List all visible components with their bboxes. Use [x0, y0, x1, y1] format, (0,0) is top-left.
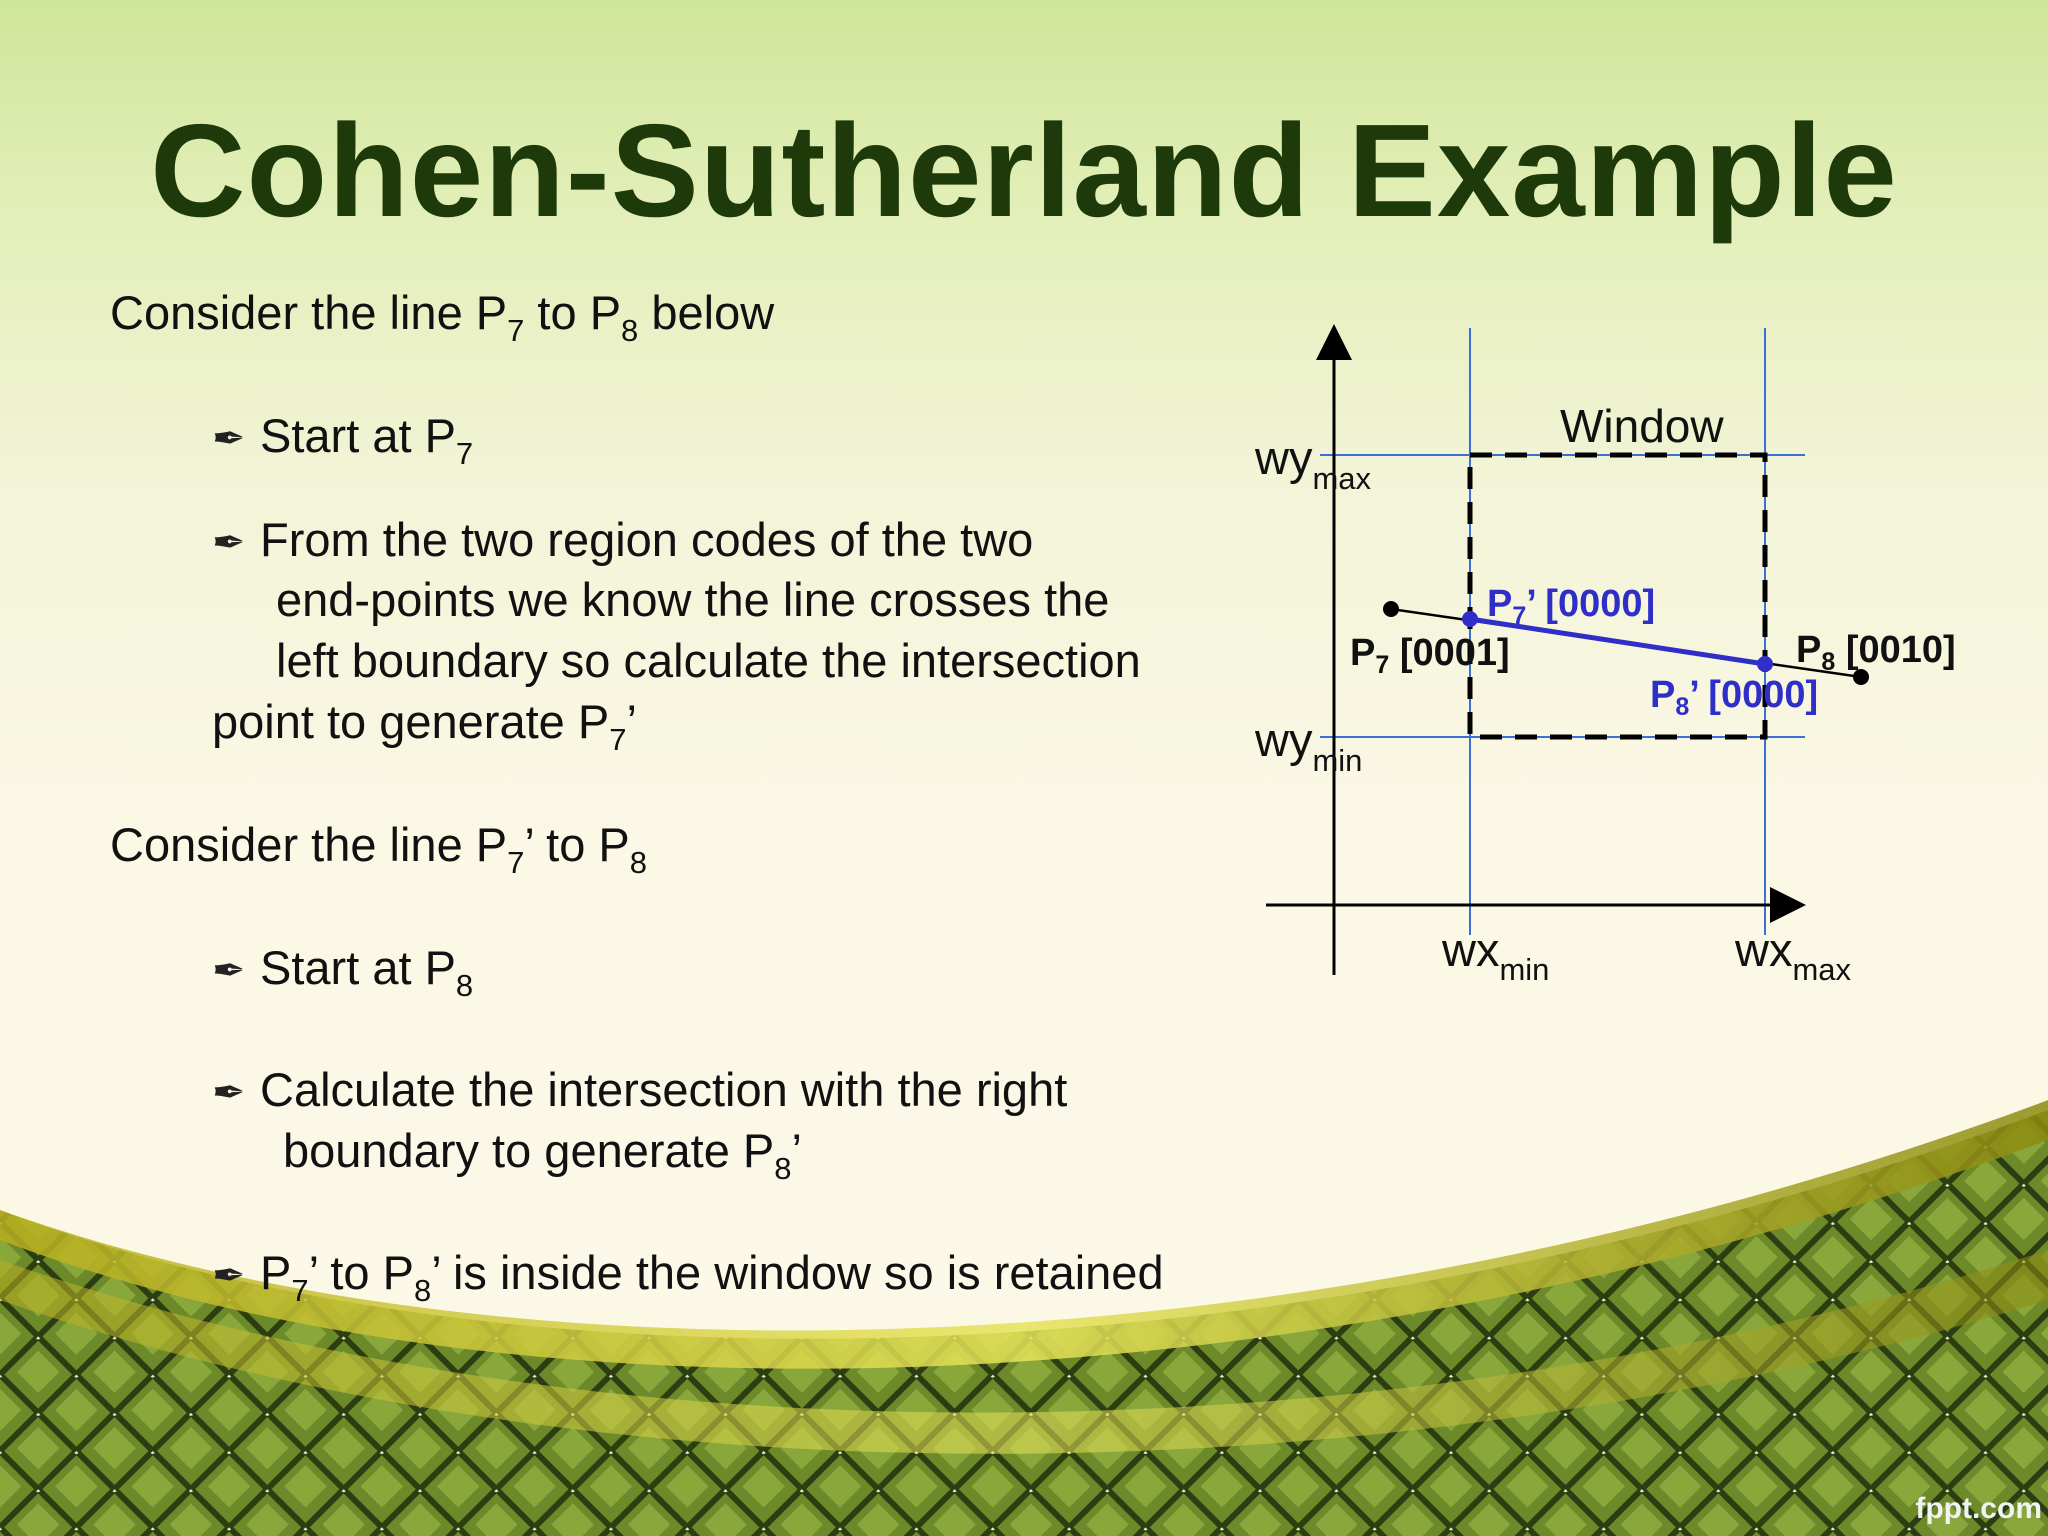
point-p7-clipped — [1462, 611, 1478, 627]
footer-brand: fppt.com — [1915, 1492, 2042, 1525]
pen-nib-icon: ✒ — [212, 949, 246, 993]
window-label: Window — [1560, 400, 1724, 452]
label-p7: $P_7$ [0001] — [1350, 632, 1510, 679]
label-p8-clipped: $P_8$’ [0000] — [1650, 674, 1819, 721]
label-wy-max: $wy_{max}$ — [1255, 431, 1372, 496]
label-p7-clipped: $P_7$’ [0000] — [1487, 583, 1656, 630]
consider-line-1: Consider the line $P_7$ to $P_8$ below — [110, 286, 775, 348]
slide-title: Cohen-Sutherland Example — [150, 97, 1898, 244]
label-wx-min: $wx_{min}$ — [1442, 923, 1550, 987]
pen-nib-icon: ✒ — [212, 1071, 246, 1115]
bullet-start-p7: ✒ Start at $P_7$ — [212, 409, 474, 471]
bullet-region-codes-line2: end-points we know the line crosses the — [276, 573, 1110, 626]
bullet-right-boundary-line2: boundary to generate $P_8$’ — [283, 1124, 802, 1186]
point-p8-clipped — [1757, 656, 1773, 672]
label-p8: $P_8$ [0010] — [1796, 629, 1956, 676]
point-p8 — [1853, 669, 1869, 685]
pen-nib-icon: ✒ — [212, 1254, 246, 1298]
pen-nib-icon: ✒ — [212, 417, 246, 461]
label-wx-max: $wx_{max}$ — [1735, 923, 1852, 987]
bullet-region-codes-line4: point to generate $P_7$’ — [212, 695, 637, 757]
bullet-retained: ✒ $P_7$’ to $P_8$’ is inside the window so is retained — [212, 1246, 1164, 1308]
bullet-right-boundary: ✒ Calculate the intersection with the right — [212, 1063, 1068, 1116]
bullet-region-codes: ✒ From the two region codes of the two — [212, 513, 1034, 566]
bullet-start-p8: ✒ Start at $P_8$ — [212, 941, 474, 1003]
point-p7 — [1383, 601, 1399, 617]
label-wy-min: $wy_{min}$ — [1255, 713, 1363, 778]
consider-line-2: Consider the line $P_7$’ to $P_8$ — [110, 818, 647, 880]
bullet-region-codes-line3: left boundary so calculate the intersection — [276, 634, 1141, 687]
pen-nib-icon: ✒ — [212, 521, 246, 565]
